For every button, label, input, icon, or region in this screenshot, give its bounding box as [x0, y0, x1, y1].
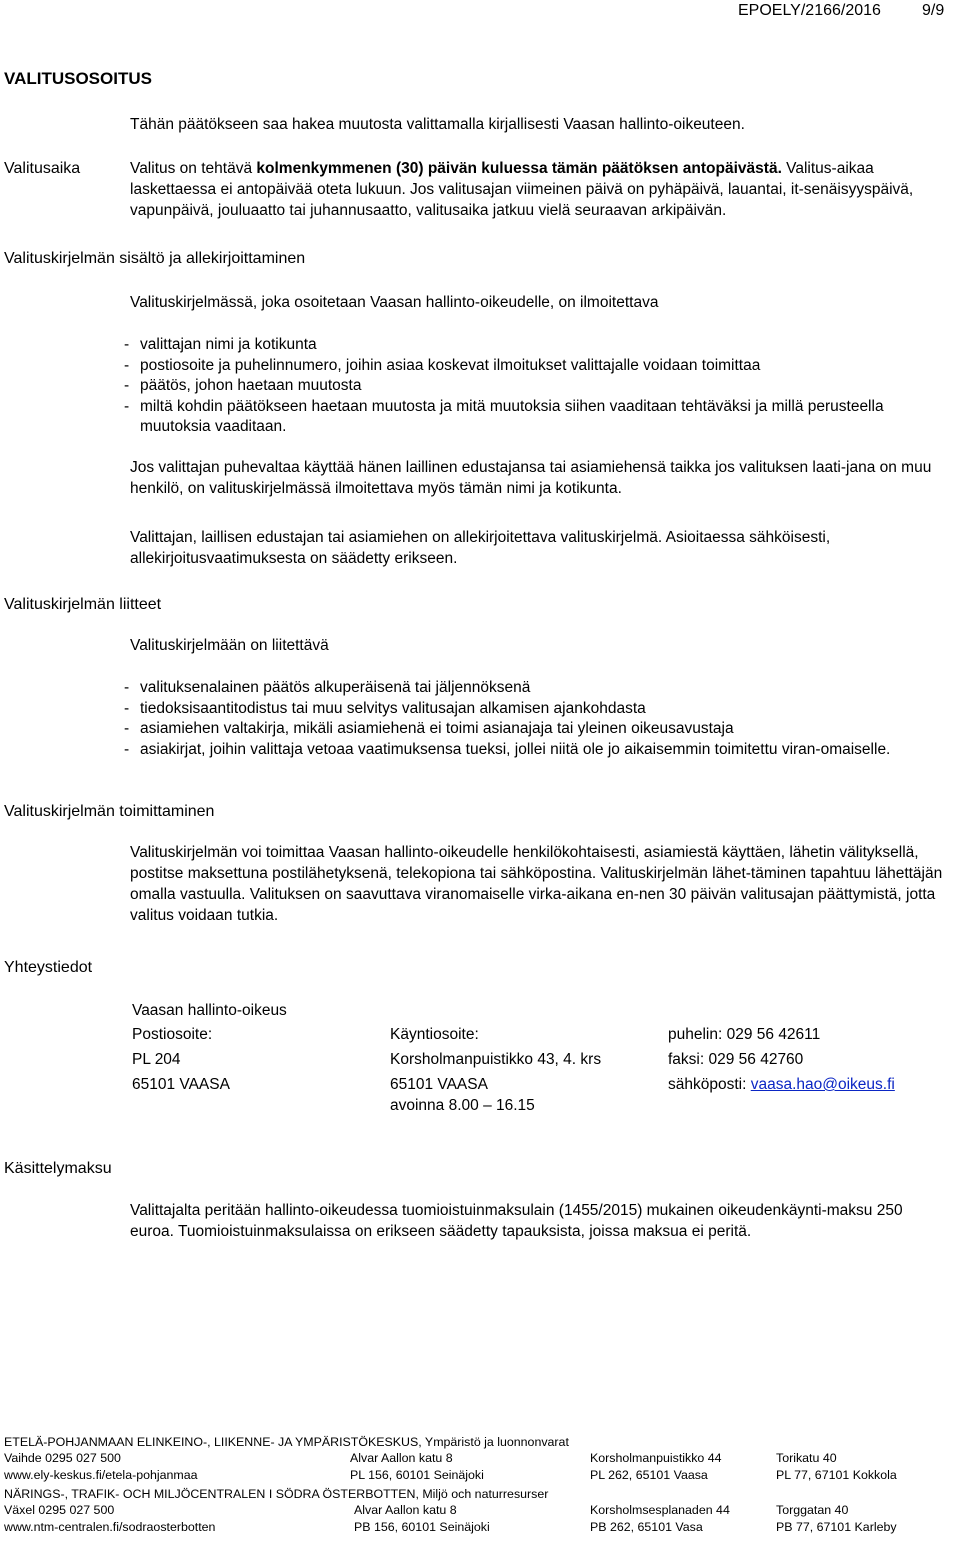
valitusaika-text	[130, 158, 948, 221]
list-item: - valittajan nimi ja kotikunta	[124, 335, 954, 356]
toimittaminen-text: Valituskirjelmän voi toimittaa Vaasan hallinto-oikeudelle henkilökohtaisesti, asiamiestä käyttäen, lähetin välityksellä, postitse maksettuna postilähetyksenä, telekopiona tai sähköpostina. Valituskirjelmän lähet-täminen tapahtuu lähettäjän omalla vastuulla. Valituksen on saavuttava viranomaiselle virka-aikana en-nen 30 päivän valitusajan päättymistä, jotta valitus voidaan tutkia.	[130, 844, 943, 924]
liitteet-intro: Valituskirjelmään on liitettävä	[130, 637, 329, 654]
footer-cell: Växel 0295 027 500	[4, 1503, 115, 1518]
liitteet-list	[124, 678, 954, 760]
footer-fi	[4, 1434, 956, 1483]
footer-cell: Korsholmsesplanaden 44	[590, 1503, 730, 1518]
footer-sv-title: NÄRINGS-, TRAFIK- OCH MILJÖCENTRALEN I SÖDRA ÖSTERBOTTEN, Miljö och naturresurser	[4, 1487, 549, 1501]
email-link[interactable]: vaasa.hao@oikeus.fi	[750, 1076, 895, 1093]
footer-cell: Alvar Aallon katu 8	[354, 1503, 457, 1518]
footer-fi-row-1	[4, 1450, 956, 1466]
footer-fi-title: ETELÄ-POHJANMAAN ELINKEINO-, LIIKENNE- JA YMPÄRISTÖKESKUS, Ympäristö ja luonnonvarat	[4, 1435, 569, 1449]
visiting-address-street: Korsholmanpuistikko 43, 4. krs	[390, 1051, 602, 1068]
visiting-address-city: 65101 VAASA	[390, 1076, 488, 1093]
opening-hours: avoinna 8.00 – 16.15	[390, 1097, 535, 1114]
list-item: - tiedoksisaantitodistus tai muu selvitys valitusajan alkamisen ajankohdasta	[124, 699, 954, 720]
section-liitteet-heading: Valituskirjelmän liitteet	[4, 596, 162, 613]
section-valitusaika-label: Valitusaika	[4, 160, 81, 177]
postal-address-label: Postiosoite:	[132, 1026, 213, 1043]
list-item: - asiakirjat, joihin valittaja vetoaa vaatimuksensa tueksi, jollei niitä ole jo aikaisemmin toimitettu viran-omaiselle.	[124, 740, 954, 761]
footer-cell: PB 156, 60101 Seinäjoki	[354, 1519, 490, 1534]
intro-text: Tähän päätökseen saa hakea muutosta valittamalla kirjallisesti Vaasan hallinto-oikeuteen.	[130, 116, 745, 133]
page-title: VALITUSOSOITUS	[4, 69, 152, 88]
footer-sv	[4, 1486, 956, 1535]
fax-number: faksi: 029 56 42760	[668, 1051, 804, 1068]
visiting-address-label: Käyntiosoite:	[390, 1026, 479, 1043]
footer-cell: Alvar Aallon katu 8	[350, 1451, 453, 1466]
valitusaika-text-b: Valitus-aikaa laskettaessa ei antopäivää oteta lukuun. Jos valitusajan viimeinen päivä on pyhäpäivä, lauantai, it-senäisyyspäivä, vapunpäivä, jouluaatto tai juhannusaatto, valitusaika jatkuu vielä seuraavan arkipäivän.	[130, 160, 914, 219]
section-sisalto-heading: Valituskirjelmän sisältö ja allekirjoittaminen	[4, 250, 306, 267]
list-item: - miltä kohdin päätökseen haetaan muutosta ja mitä muutoksia siihen vaaditaan tehtäväksi ja millä perusteella muutoksia vaaditaan.	[124, 397, 954, 438]
sisalto-list	[124, 335, 954, 438]
footer-cell: Vaihde 0295 027 500	[4, 1451, 121, 1466]
footer-cell: Torikatu 40	[776, 1451, 837, 1466]
kasittelymaksu-text: Valittajalta peritään hallinto-oikeudessa tuomioistuinmaksulain (1455/2015) mukainen oikeudenkäynti-maksu 250 euroa. Tuomioistuinmaksulaissa on erikseen säädetty tapauksista, joissa maksua ei peritä.	[130, 1202, 903, 1240]
footer-cell: PB 77, 67101 Karleby	[776, 1519, 897, 1534]
email-label: sähköposti:	[668, 1076, 751, 1093]
footer-cell: www.ely-keskus.fi/etela-pohjanmaa	[4, 1467, 198, 1482]
list-item: - asiamiehen valtakirja, mikäli asiamiehenä ei toimi asianajaja tai yleinen oikeusavustaja	[124, 719, 954, 740]
postal-address-box: PL 204	[132, 1051, 181, 1068]
footer-cell: PL 77, 67101 Kokkola	[776, 1467, 897, 1482]
footer-cell: PL 156, 60101 Seinäjoki	[350, 1467, 484, 1482]
postal-address-city: 65101 VAASA	[132, 1076, 230, 1093]
section-toimittaminen-heading: Valituskirjelmän toimittaminen	[4, 803, 215, 820]
footer-fi-row-2	[4, 1467, 956, 1483]
footer-cell: PL 262, 65101 Vaasa	[590, 1467, 708, 1482]
footer-cell: www.ntm-centralen.fi/sodraosterbotten	[4, 1519, 216, 1534]
phone-number: puhelin: 029 56 42611	[668, 1026, 821, 1043]
page-number: 9/9	[922, 2, 945, 19]
section-yhteystiedot-heading: Yhteystiedot	[4, 959, 93, 976]
email-line	[668, 1074, 895, 1095]
footer-sv-row-1	[4, 1502, 956, 1518]
sisalto-paragraph-1: Jos valittajan puhevaltaa käyttää hänen laillinen edustajansa tai asiamiehensä taikka jos valituksen laati-jana on muu henkilö, on valituskirjelmässä ilmoitettava myös tämän nimi ja kotikunta.	[130, 459, 932, 497]
sisalto-paragraph-2: Valittajan, laillisen edustajan tai asiamiehen on allekirjoitettava valituskirjelmä. Asioitaessa sähköisesti, allekirjoitusvaatimuksesta on säädetty erikseen.	[130, 529, 831, 567]
list-item: - päätös, johon haetaan muutosta	[124, 376, 954, 397]
sisalto-intro: Valituskirjelmässä, joka osoitetaan Vaasan hallinto-oikeudelle, on ilmoitettava	[130, 294, 659, 311]
list-item: - valituksenalainen päätös alkuperäisenä tai jäljennöksenä	[124, 678, 954, 699]
section-kasittelymaksu-heading: Käsittelymaksu	[4, 1160, 112, 1177]
doc-id: EPOELY/2166/2016	[738, 2, 881, 19]
footer-sv-row-2	[4, 1519, 956, 1535]
footer-cell: Torggatan 40	[776, 1503, 849, 1518]
valitusaika-deadline: kolmenkymmenen (30) päivän kuluessa tämän päätöksen antopäivästä.	[256, 160, 782, 177]
list-item: - postiosoite ja puhelinnumero, joihin asiaa koskevat ilmoitukset valittajalle voidaan toimittaa	[124, 356, 954, 377]
footer-cell: Korsholmanpuistikko 44	[590, 1451, 722, 1466]
footer-cell: PB 262, 65101 Vasa	[590, 1519, 703, 1534]
court-name: Vaasan hallinto-oikeus	[132, 1002, 287, 1019]
valitusaika-text-a: Valitus on tehtävä	[130, 160, 257, 177]
